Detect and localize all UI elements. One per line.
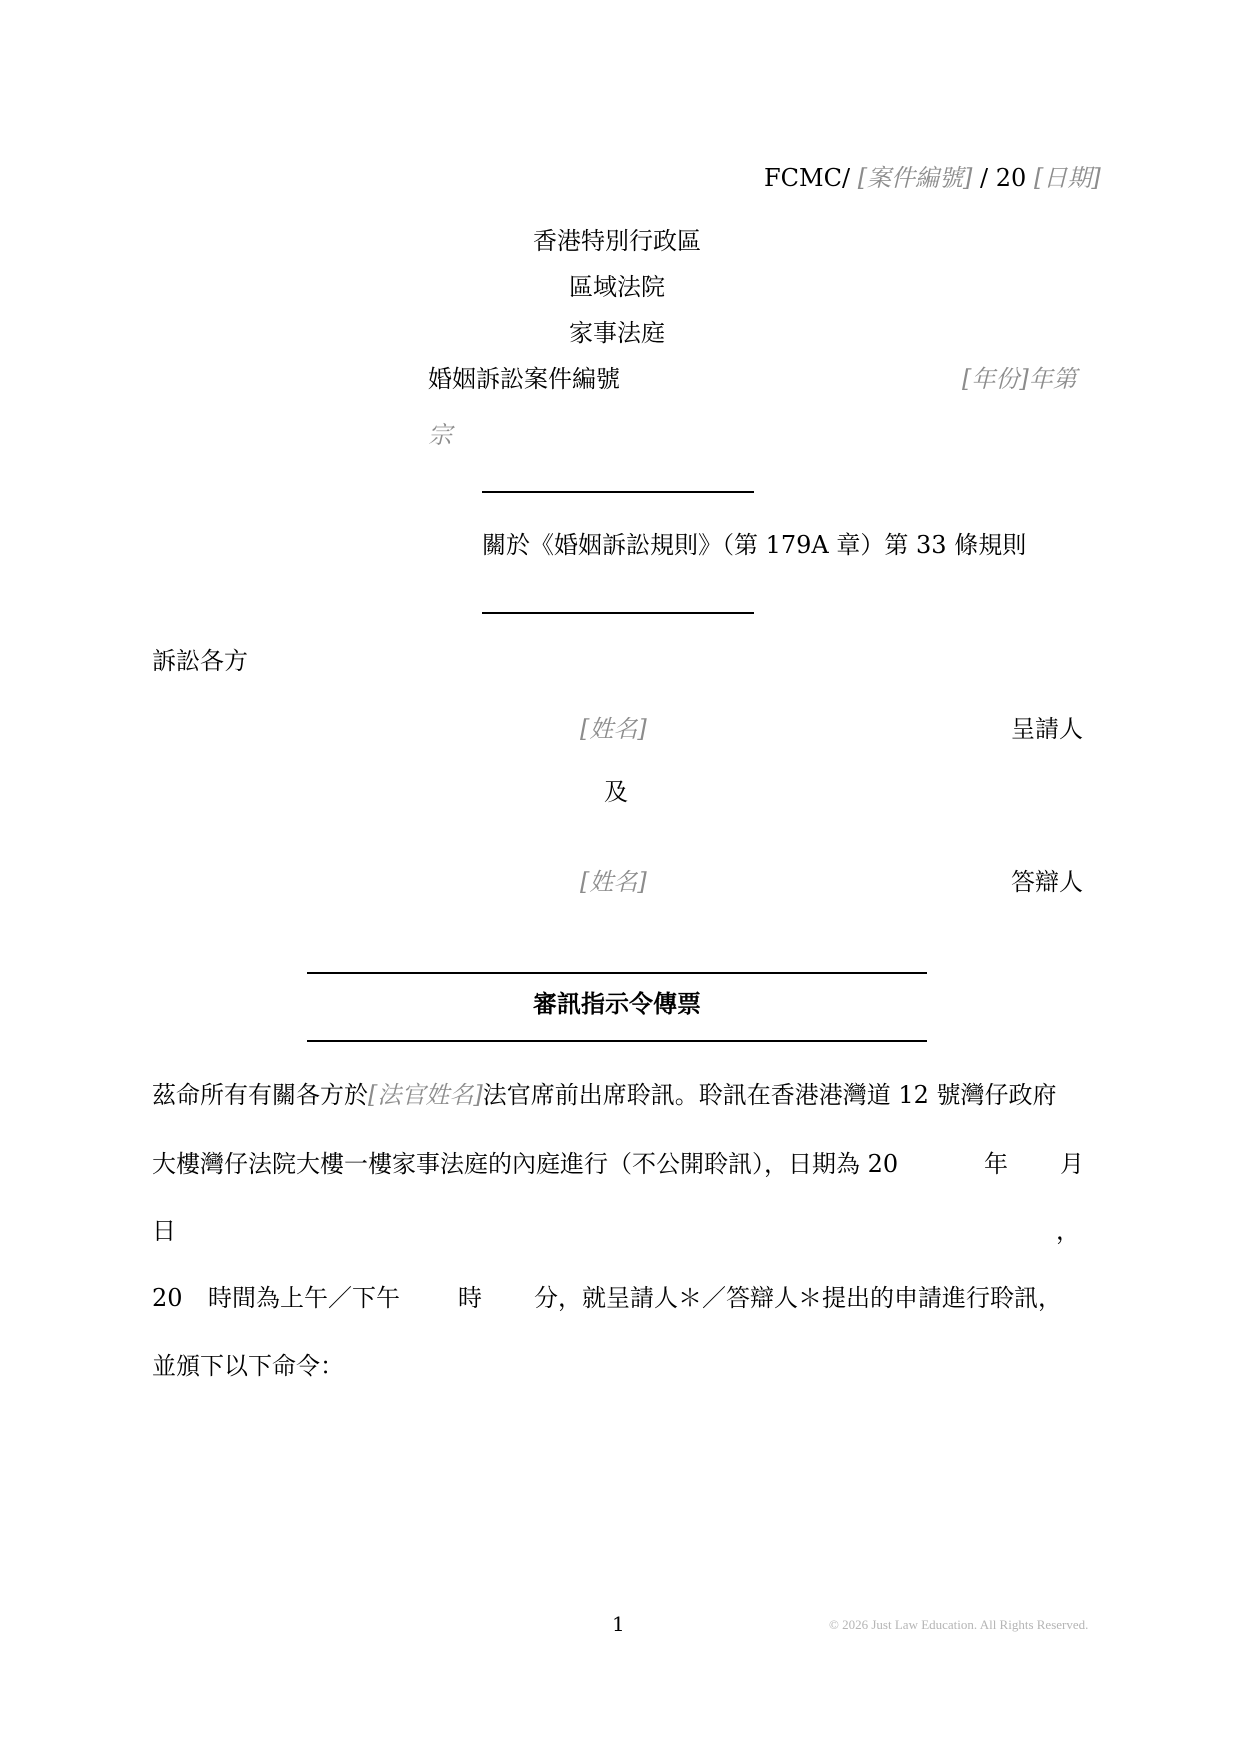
case-year-prefix: / 20	[972, 164, 1027, 192]
document-title: 審訊指示令傳票	[533, 989, 701, 1018]
court-division: 家事法庭	[569, 319, 665, 347]
case-prefix: FCMC/	[764, 164, 851, 192]
parties-conjunction: 及	[604, 778, 628, 806]
body-line-2	[152, 1149, 1088, 1179]
body-text: 法官席前出席聆訊。聆訊在香港港灣道 12 號灣仔政府	[482, 1081, 1057, 1109]
respondent-name-placeholder: [姓名]	[580, 868, 647, 896]
hour-label: 時	[458, 1284, 482, 1312]
body-line-3	[152, 1216, 1088, 1246]
body-line-5: 並頒下以下命令：	[152, 1352, 344, 1380]
body-text: 茲命所有有關各方於	[152, 1081, 368, 1109]
case-year-field	[962, 364, 1077, 394]
title-rule-top	[307, 972, 927, 974]
copyright-notice: © 2026 Just Law Education. All Rights Reserved.	[829, 1617, 1089, 1632]
case-year-placeholder: [年份]	[962, 365, 1029, 393]
petitioner-role: 呈請人	[1011, 715, 1083, 743]
body-text: 大樓灣仔法院大樓一樓家事法庭的內庭進行（不公開聆訊），日期為 20	[152, 1150, 899, 1178]
page-number: 1	[612, 1612, 625, 1636]
judge-name-placeholder: [法官姓名]	[368, 1081, 483, 1109]
body-line-1	[152, 1080, 1088, 1110]
case-reference	[764, 163, 1101, 193]
case-year-suffix: 年第	[1028, 365, 1077, 393]
case-number-label: 婚姻訴訟案件編號	[428, 365, 620, 393]
time-label: 時間為上午／下午	[208, 1284, 400, 1312]
court-region: 香港特別行政區	[533, 227, 701, 255]
title-rule-bottom	[307, 1040, 927, 1042]
body-line-4	[152, 1283, 1088, 1313]
year-label: 年	[984, 1150, 1008, 1178]
petitioner-name-placeholder: [姓名]	[580, 715, 647, 743]
case-number-suffix: 宗	[428, 421, 452, 449]
day-label: 日	[152, 1217, 176, 1245]
date-placeholder: [日期]	[1033, 164, 1101, 192]
comma: ，	[1056, 1217, 1080, 1245]
case-number-placeholder: [案件編號]	[857, 164, 973, 192]
minute-application-text: 分，就呈請人＊／答辯人＊提出的申請進行聆訊，	[534, 1284, 1062, 1312]
parties-heading: 訴訟各方	[152, 647, 248, 675]
year-prefix: 20	[152, 1284, 183, 1312]
court-name: 區域法院	[569, 273, 665, 301]
divider-bottom	[482, 612, 754, 614]
regulation-reference: 關於《婚姻訴訟規則》（第 179A 章）第 33 條規則	[482, 531, 1027, 559]
month-label: 月	[1060, 1150, 1084, 1178]
respondent-role: 答辯人	[1011, 868, 1083, 896]
divider-top	[482, 491, 754, 493]
